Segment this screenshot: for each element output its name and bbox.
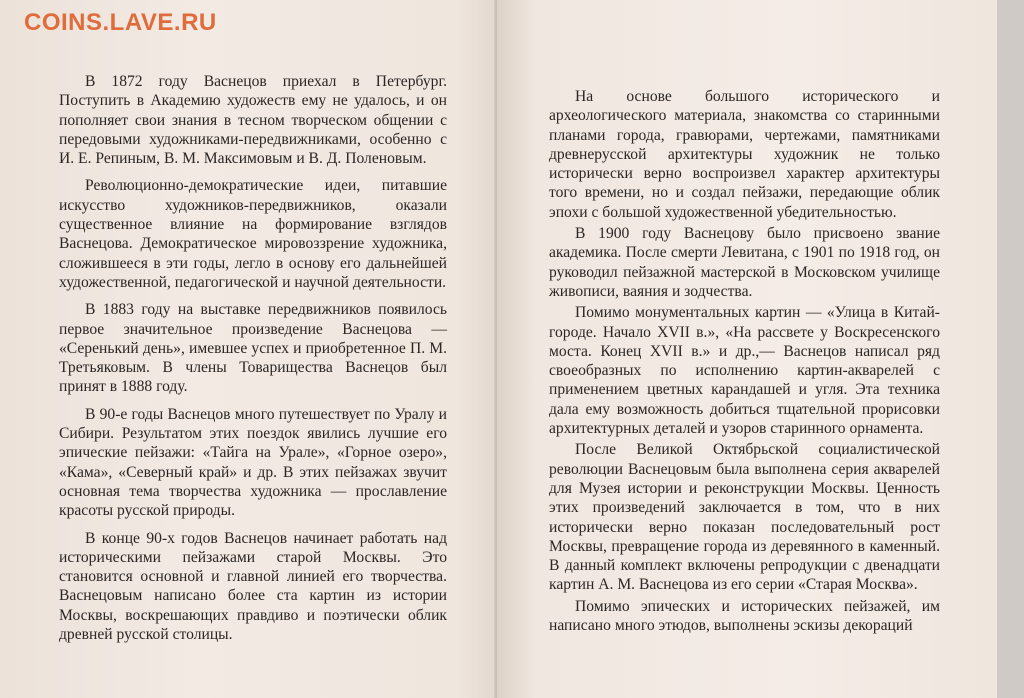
left-paragraph-2: Революционно-демократические идеи, питавшие искусство художников-передвижников, оказали существенное влияние на формирование взглядов Васнецова. Демократическое мировоззрение художника, сложившееся в эти годы, легло в основу его дальнейшей художественной, педагогической и научной деятельности. bbox=[59, 177, 447, 291]
watermark: COINS.LAVE.RU bbox=[24, 9, 217, 36]
left-page bbox=[0, 0, 497, 698]
left-paragraph-5: В конце 90-х годов Васнецов начинает работать над историческими пейзажами старой Москвы. Это становится основной и главной линией его творчества. Васнецовым написано более ста картин из истории Москвы, воскрешающих правдиво и поэтически облик древней русской столицы. bbox=[59, 529, 447, 644]
right-paragraph-5: Помимо эпических и исторических пейзажей, им написано много этюдов, выполнены эскизы декораций bbox=[549, 597, 940, 635]
left-page-text bbox=[59, 72, 447, 652]
right-paragraph-2: В 1900 году Васнецову было присвоено звание академика. После смерти Левитана, с 1901 по 1918 год, он руководил пейзажной мастерской в Московском училище живописи, ваяния и зодчества. bbox=[549, 225, 940, 300]
right-paragraph-1: На основе большого исторического и археологического материала, знакомства со старинными планами города, гравюрами, чертежами, памятниками древнерусской архитектуры художник не только исторически верно воспроизвел характер архитектуры того времени, но и создал пейзажи, передающие облик эпохи с большой художественной убедительностью. bbox=[549, 88, 940, 221]
right-page-text bbox=[549, 87, 940, 637]
right-paragraph-4: После Великой Октябрьской социалистической революции Васнецовым была выполнена серия акварелей для Музея истории и реконструкции Москвы. Ценность этих произведений заключается в том, что в них исторически верно показан последовательный рост Москвы, превращение города из деревянного в каменный. В данный комплект включены репродукции с двенадцати картин А. М. Васнецова из его серии «Старая Москва». bbox=[549, 441, 940, 594]
left-paragraph-3: В 1883 году на выставке передвижников появилось первое значительное произведение Васнецова — «Серенький день», имевшее успех и приобретенное П. М. Третьяковым. В члены Товарищества Васнецов был принят в 1888 году. bbox=[59, 301, 447, 396]
right-paragraph-3: Помимо монументальных картин — «Улица в Китай-городе. Начало XVII в.», «На рассвете у Воскресенского моста. Конец XVII в.» и др.,— Васнецов написал ряд своеобразных по исполнению картин-акварелей с применением цветных карандашей и угля. Эта техника дала ему возможность добиться тщательной прорисовки архитектурных деталей и узоров старинного орнамента. bbox=[549, 304, 940, 438]
scan-background-edge bbox=[997, 0, 1024, 698]
left-paragraph-1: В 1872 году Васнецов приехал в Петербург. Поступить в Академию художеств ему не удалось, и он пополняет свои знания в тесном творческом общении с передовыми художниками-передвижниками, особенно с И. Е. Репиным, В. М. Максимовым и В. Д. Поленовым. bbox=[59, 73, 447, 168]
left-paragraph-4: В 90-е годы Васнецов много путешествует по Уралу и Сибири. Результатом этих поездок явились лучшие его эпические пейзажи: «Тайга на Урале», «Горное озеро», «Кама», «Северный край» и др. В этих пейзажах звучит основная тема творчества художника — прославление красоты русской природы. bbox=[59, 405, 447, 520]
